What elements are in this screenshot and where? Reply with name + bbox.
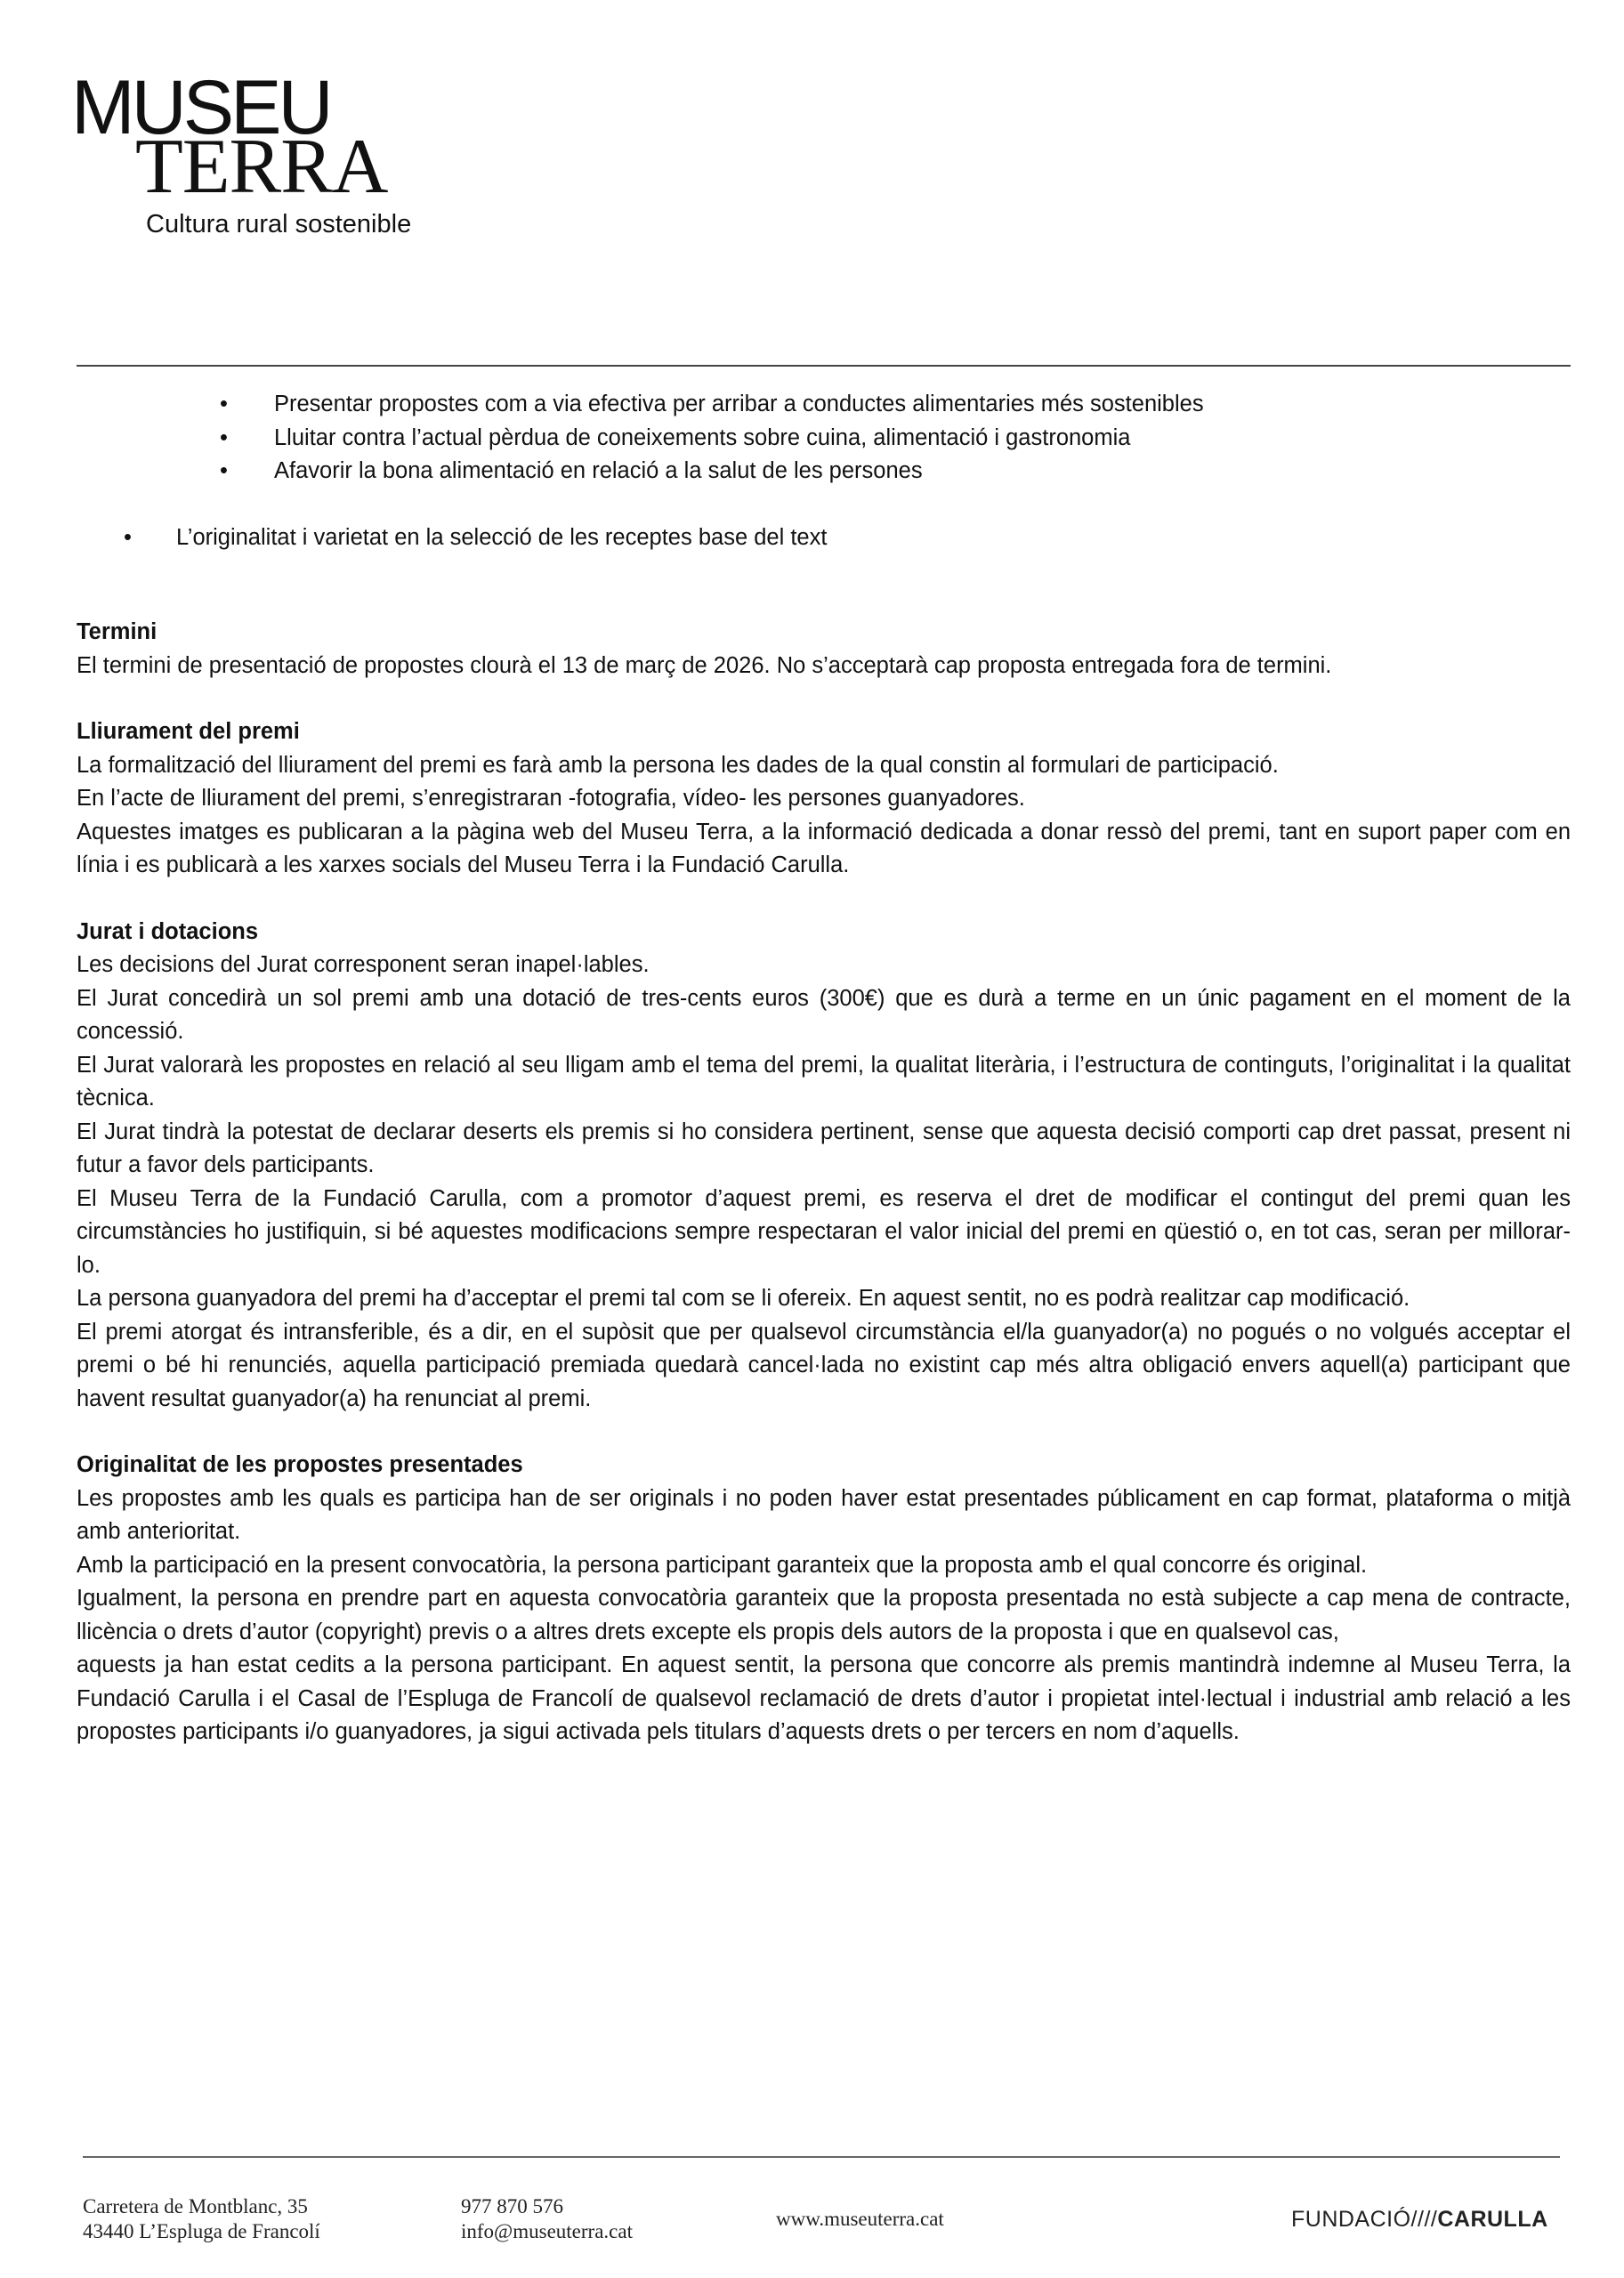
list-item: • Afavorir la bona alimentació en relació a la salut de les persones — [274, 455, 1571, 489]
main-bullet-list — [176, 521, 1571, 555]
foundation-name: CARULLA — [1437, 2207, 1548, 2232]
address-line: 43440 L’Espluga de Francolí — [83, 2220, 320, 2242]
paragraph: La formalització del lliurament del premi es farà amb la persona les dades de la qual constin al formulari de participació. — [77, 752, 1279, 778]
section-heading-originalitat: Originalitat de les propostes presentades — [77, 1452, 523, 1477]
footer-phone: 977 870 576 — [461, 2195, 563, 2217]
paragraph: En l’acte de lliurament del premi, s’enregistraran -fotografia, vídeo- les persones guanyadores. — [77, 786, 1025, 811]
paragraph: El premi atorgat és intransferible, és a dir, en el supòsit que per qualsevol circumstància el/la guanyador(a) no pogués o no volgués acceptar el premi o bé hi renunciés, aquella participació premiada quedarà cancel·lada no existint cap més altra obligació envers aquell(a) participant que havent resultat guanyador(a) ha renunciat al premi. — [77, 1319, 1571, 1411]
paragraph: La persona guanyadora del premi ha d’acceptar el premi tal com se li ofereix. En aquest sentit, no es podrà realitzar cap modificació. — [77, 1286, 1410, 1311]
sub-bullet-list — [274, 388, 1571, 489]
logo-tagline: Cultura rural sostenible — [146, 210, 412, 238]
list-item: • Lluitar contra l’actual pèrdua de coneixements sobre cuina, alimentació i gastronomia — [274, 422, 1571, 456]
paragraph: El Jurat concedirà un sol premi amb una dotació de tres-cents euros (300€) que es durà a terme en un únic pagament en el moment de la concessió. — [77, 985, 1571, 1044]
paragraph: Aquestes imatges es publicaran a la pàgina web del Museu Terra, a la informació dedicada a donar ressò del premi, tant en suport paper com en línia i es publicarà a les xarxes socials del Museu Terra i la Fundació Carulla. — [77, 819, 1571, 877]
paragraph: El Jurat tindrà la potestat de declarar deserts els premis si ho considera pertinent, sense que aquesta decisió comporti cap dret passat, present ni futur a favor dels participants. — [77, 1119, 1571, 1177]
footer-divider — [83, 2156, 1560, 2158]
list-item: • Presentar propostes com a via efectiva per arribar a conductes alimentaries més sostenibles — [274, 388, 1571, 422]
footer-contact — [461, 2194, 633, 2244]
footer-website[interactable]: www.museuterra.cat — [776, 2208, 944, 2230]
logo-terra-text: TERRA — [135, 124, 388, 210]
logo-museu-text: MUSEU — [71, 65, 330, 150]
section-heading-termini: Termini — [77, 619, 158, 644]
list-item: • L’originalitat i varietat en la selecció de les receptes base del text — [176, 521, 1571, 555]
paragraph: Igualment, la persona en prendre part en aquesta convocatòria garanteix que la proposta presentada no està subjecte a cap mena de contracte, llicència o drets d’autor (copyright) previs o a altres drets excepte els propis dels autors de la proposta i que en qualsevol cas, — [77, 1586, 1571, 1644]
paragraph: Les propostes amb les quals es participa han de ser originals i no poden haver estat presentades públicament en cap format, plataforma o mitjà amb anterioritat. — [77, 1485, 1571, 1544]
section-heading-lliurament: Lliurament del premi — [77, 719, 300, 744]
footer-email[interactable]: info@museuterra.cat — [461, 2220, 633, 2242]
paragraph: Amb la participació en la present convocatòria, la persona participant garanteix que la proposta amb el qual concorre és original. — [77, 1552, 1368, 1578]
footer-address — [83, 2194, 320, 2244]
address-line: Carretera de Montblanc, 35 — [83, 2195, 308, 2217]
header-divider — [77, 365, 1571, 367]
paragraph: El Jurat valorarà les propostes en relació al seu lligam amb el tema del premi, la qualitat literària, i l’estructura de continguts, l’originalitat i la qualitat tècnica. — [77, 1052, 1571, 1111]
paragraph: El termini de presentació de propostes clourà el 13 de març de 2026. No s’acceptarà cap proposta entregada fora de termini. — [77, 652, 1332, 678]
document-body — [77, 388, 1571, 1749]
paragraph: aquests ja han estat cedits a la persona participant. En aquest sentit, la persona que concorre als premis mantindrà indemne al Museu Terra, la Fundació Carulla i el Casal de l’Espluga de Francolí de qualsevol reclamació de drets d’autor i propietat intel·lectual i industrial amb relació a les propostes participants i/o guanyadores, ja sigui activada pels titulars d’aquests drets o per tercers en nom d’aquells. — [77, 1652, 1571, 1744]
fundacio-carulla-logo — [1291, 2207, 1548, 2232]
section-heading-jurat: Jurat i dotacions — [77, 918, 259, 944]
paragraph: Les decisions del Jurat corresponent seran inapel·lables. — [77, 952, 650, 977]
foundation-prefix: FUNDACIÓ//// — [1291, 2207, 1438, 2232]
paragraph: El Museu Terra de la Fundació Carulla, com a promotor d’aquest premi, es reserva el dret de modificar el contingut del premi quan les circumstàncies ho justifiquin, si bé aquestes modificacions sempre respectaran el valor inicial del premi en qüestió o, en tot cas, seran per millorar-lo. — [77, 1185, 1571, 1278]
page-footer — [0, 2194, 1624, 2257]
